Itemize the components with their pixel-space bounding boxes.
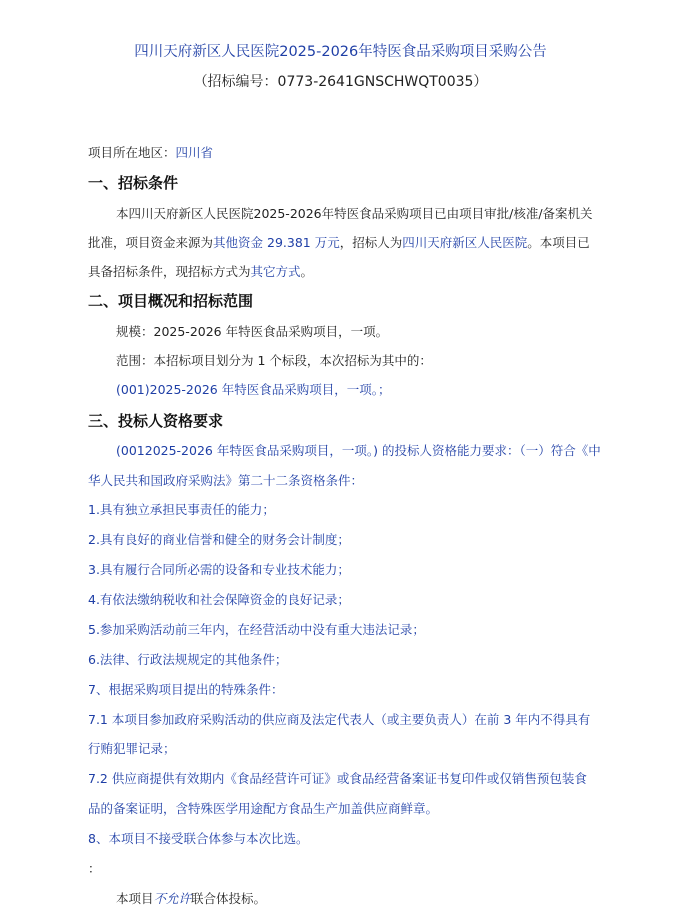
requirement-2: 2.具有良好的商业信誉和健全的财务会计制度； xyxy=(88,532,350,547)
tender-method: 其它方式 xyxy=(250,264,301,279)
section-2-title: 二、项目概况和招标范围 xyxy=(88,292,254,310)
text: 具备招标条件，现招标方式为 xyxy=(88,264,251,279)
scope-line: 范围：本招标项目划分为 1 个标段，本次招标为其中的： xyxy=(116,353,432,368)
text: 联合体投标。 xyxy=(191,891,267,906)
scale-line: 规模：2025-2026 年特医食品采购项目，一项。 xyxy=(116,324,389,339)
consortium-status: 不允许 xyxy=(153,891,192,906)
qualification-intro-line-1: (0012025-2026 年特医食品采购项目，一项。) 的投标人资格能力要求：（一）符合《中 xyxy=(116,443,601,458)
requirement-6: 6.法律、行政法规规定的其他条件； xyxy=(88,652,288,667)
requirement-5: 5.参加采购活动前三年内，在经营活动中没有重大违法记录； xyxy=(88,622,425,637)
requirement-7-1-line-2: 行贿犯罪记录； xyxy=(88,741,176,756)
consortium-line xyxy=(116,889,266,907)
requirement-7-2-line-2: 品的备案证明，含特殊医学用途配方食品生产加盖供应商鲜章。 xyxy=(88,801,439,816)
requirement-7-2-line-1: 7.2 供应商提供有效期内《食品经营许可证》或食品经营备案证书复印件或仅销售预包装食 xyxy=(88,771,587,786)
fund-source: 其他资金 29.381 万元 xyxy=(213,235,340,250)
document-title: 四川天府新区人民医院2025-2026年特医食品采购项目采购公告 xyxy=(134,44,547,60)
text: ，招标人为 xyxy=(339,235,403,250)
requirement-8: 8、本项目不接受联合体参与本次比选。 xyxy=(88,831,309,846)
section-3-title: 三、投标人资格要求 xyxy=(88,412,224,430)
qualification-intro-line-2: 华人民共和国政府采购法》第二十二条资格条件： xyxy=(88,473,364,488)
text: 。本项目已 xyxy=(527,235,590,250)
requirement-4: 4.有依法缴纳税收和社会保障资金的良好记录； xyxy=(88,592,350,607)
text: 本项目 xyxy=(116,891,154,906)
tenderer: 四川天府新区人民医院 xyxy=(402,235,528,250)
text: 。 xyxy=(300,264,314,279)
section-1-para-line-2 xyxy=(88,233,590,251)
document-subtitle: （招标编号：0773-2641GNSCHWQT0035） xyxy=(193,74,488,90)
colon-line: ： xyxy=(88,861,101,876)
section-1-para-line-3 xyxy=(88,262,313,280)
requirement-1: 1.具有独立承担民事责任的能力； xyxy=(88,502,275,517)
region-value: 四川省 xyxy=(175,145,214,160)
section-1-para-line-1: 本四川天府新区人民医院2025-2026年特医食品采购项目已由项目审批/核准/备案机关 xyxy=(116,206,593,221)
section-1-title: 一、招标条件 xyxy=(88,174,179,192)
requirement-3: 3.具有履行合同所必需的设备和专业技术能力； xyxy=(88,562,350,577)
text: 批准，项目资金来源为 xyxy=(88,235,214,250)
region-label: 项目所在地区： xyxy=(88,145,176,160)
region-line xyxy=(88,143,213,161)
requirement-7: 7、根据采购项目提出的特殊条件： xyxy=(88,682,284,697)
requirement-7-1-line-1: 7.1 本项目参加政府采购活动的供应商及法定代表人（或主要负责人）在前 3 年内不得具有 xyxy=(88,712,591,727)
lot-line: (001)2025-2026 年特医食品采购项目，一项。； xyxy=(116,382,391,397)
